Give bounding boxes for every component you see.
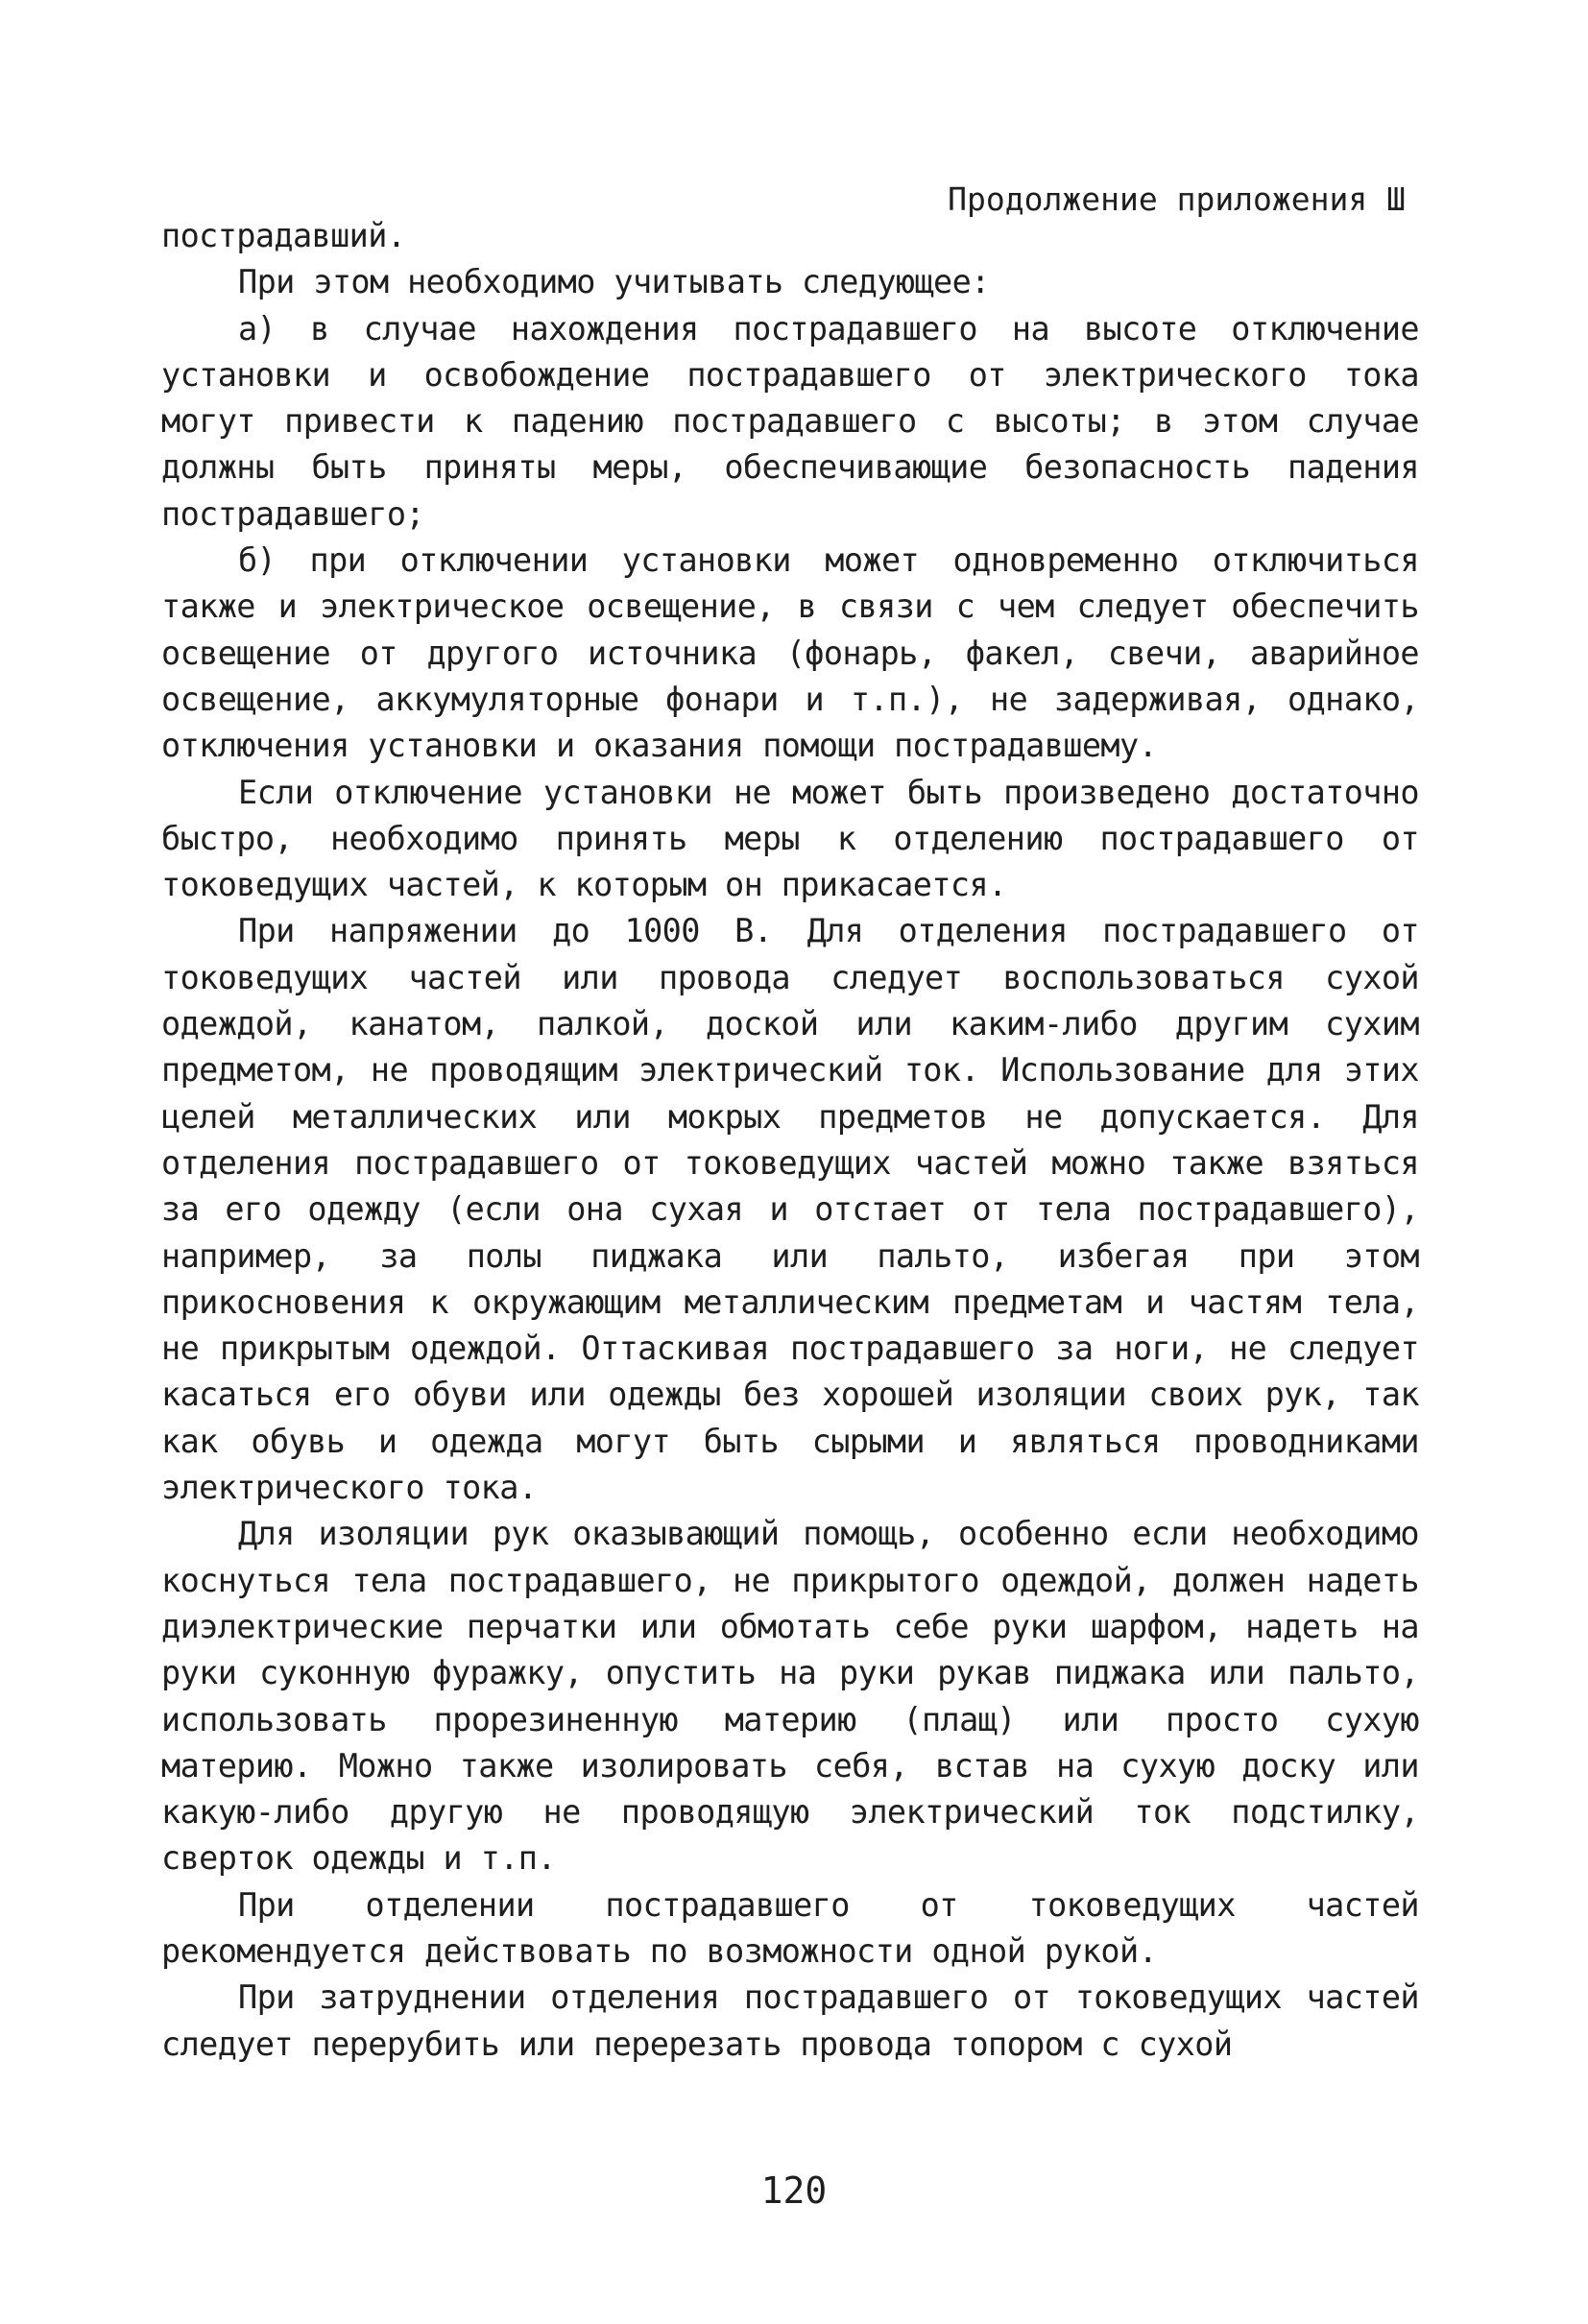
paragraph-item-a: а) в случае нахождения пострадавшего на высоте отключение установки и освобождение пострадавшего от электрического тока могут привести к падению пострадавшего с высоты; в этом случае должны быть приняты меры, обеспечивающие безопасность падения пострадавшего; xyxy=(161,309,1419,533)
paragraph-intro: При этом необходимо учитывать следующее: xyxy=(238,263,990,301)
paragraph-cut-wires: При затруднении отделения пострадавшего от токоведущих частей следует перерубить или перерезать провода топором с сухой xyxy=(161,1978,1419,2063)
paragraph-item-b: б) при отключении установки может одновременно отключиться также и электрическое освещение, в связи с чем следует обеспечить освещение от другого источника (фонарь, факел, свечи, аварийное освещение, аккумуляторные фонари и т.п.), не задерживая, однако, отключения установки и оказания помощи пострадавшему. xyxy=(161,541,1419,765)
page-header-continuation: Продолжение приложения Ш xyxy=(948,180,1406,218)
paragraph-voltage-1000: При напряжении до 1000 В. Для отделения пострадавшего от токоведущих частей или провода следует воспользоваться сухой одеждой, канатом, палкой, доской или каким-либо другим сухим предметом, не проводящим электрический ток. Использование для этих целей металлических или мокрых предметов не допускается. Для отделения пострадавшего от токоведущих частей можно также взяться за его одежду (если она сухая и отстает от тела пострадавшего), например, за полы пиджака или пальто, избегая при этом прикосновения к окружающим металлическим предметам и частям тела, не прикрытым одеждой. Оттаскивая пострадавшего за ноги, не следует касаться его обуви или одежды без хорошей изоляции своих рук, так как обувь и одежда могут быть сырыми и являться проводниками электрического тока. xyxy=(161,912,1419,1507)
paragraph-one-hand: При отделении пострадавшего от токоведущих частей рекомендуется действовать по возможности одной рукой. xyxy=(161,1885,1419,1970)
paragraph-hand-isolation: Для изоляции рук оказывающий помощь, особенно если необходимо коснуться тела пострадавшего, не прикрытого одеждой, должен надеть диэлектрические перчатки или обмотать себе руки шарфом, надеть на руки суконную фуражку, опустить на руки рукав пиджака или пальто, использовать прорезиненную материю (плащ) или просто сухую материю. Можно также изолировать себя, встав на сухую доску или какую-либо другую не проводящую электрический ток подстилку, сверток одежды и т.п. xyxy=(161,1515,1419,1878)
paragraph-disconnect: Если отключение установки не может быть произведено достаточно быстро, необходимо принять меры к отделению пострадавшего от токоведущих частей, к которым он прикасается. xyxy=(161,773,1419,904)
body-text xyxy=(161,213,1419,2068)
paragraph-continuation: пострадавший. xyxy=(161,217,406,254)
page-number: 120 xyxy=(760,2169,828,2212)
